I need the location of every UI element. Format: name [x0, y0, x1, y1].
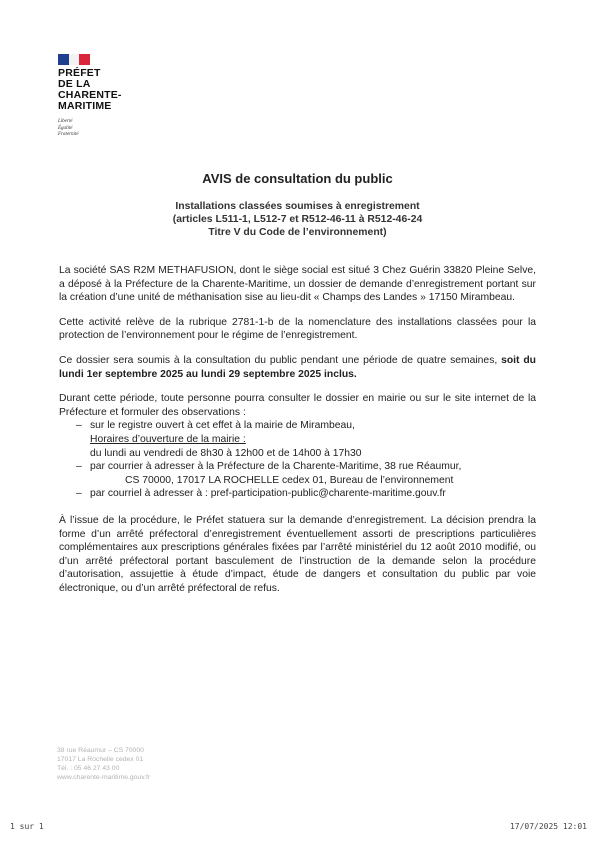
motto-line: Liberté	[58, 119, 73, 124]
hours-label: Horaires d’ouverture de la mairie :	[90, 433, 246, 445]
period-intro: Ce dossier sera soumis à la consultation du public pendant une période de quatre semaines,	[59, 354, 502, 366]
dash-bullet: –	[76, 488, 82, 500]
postal-line-1: par courrier à adresser à la Préfecture de la Charente-Maritime, 38 rue Réaumur,	[90, 461, 462, 473]
paragraph-decision: À l’issue de la procédure, le Préfet statuera sur la demande d’enregistrement. La décision prendra la forme d’un arrêté préfectoral d’enregistrement éventuellement assorti de prescriptions particulières complémentaires aux prescriptions générales fixées par l’arrêté ministériel du 12 août 2010 modifié, ou d’un arrêté préfectoral portant basculement de l’instruction de la demande selon la procédure d’autorisation, assujettie à étude d’impact, étude de dangers et consultation du public par voie électronique, ou d’un arrêté préfectoral de refus.	[59, 514, 536, 594]
subtitle-line: Installations classées soumises à enregistrement	[175, 201, 420, 212]
dash-bullet: –	[76, 461, 82, 473]
prefecture-brand	[58, 68, 122, 112]
paragraph-classification: Cette activité relève de la rubrique 2781-1-b de la nomenclature des installations classées pour la protection de l’environnement pour le régime de l’enregistrement.	[59, 316, 536, 342]
subtitle-line: Titre V du Code de l’environnement)	[208, 227, 387, 238]
address-line: Tél. : 05 46 27 43 00	[57, 765, 120, 772]
brand-line: DE LA	[58, 78, 91, 90]
brand-line: MARITIME	[58, 100, 112, 112]
page-number: 1 sur 1	[10, 822, 44, 831]
list-item	[59, 419, 536, 460]
period-dates: soit du lundi 1er septembre 2025 au lundi 29 septembre 2025 inclus.	[59, 354, 537, 380]
brand-line: PRÉFET	[58, 67, 101, 79]
print-timestamp: 17/07/2025 12:01	[509, 822, 587, 831]
email-line: par courriel à adresser à : pref-participation-public@charente-maritime.gouv.fr	[90, 488, 446, 500]
prefecture-address	[57, 746, 150, 782]
republic-motto	[58, 119, 79, 139]
subtitle-line: (articles L511-1, L512-7 et R512-46-11 à R512-46-24	[172, 214, 423, 225]
dash-bullet: –	[76, 420, 82, 432]
hours-value: du lundi au vendredi de 8h30 à 12h00 et de 14h00 à 17h30	[90, 447, 362, 459]
document-subtitle	[0, 200, 595, 239]
motto-line: Fraternité	[58, 132, 79, 137]
paragraph-consultation-methods: Durant cette période, toute personne pourra consulter le dossier en mairie ou sur le site internet de la Préfecture et formuler des observations :	[59, 393, 536, 418]
address-line: 17017 La Rochelle cedex 01	[57, 756, 144, 763]
paragraph-applicant: La société SAS R2M METHAFUSION, dont le siège social est situé 3 Chez Guérin 33820 Pleine Selve, a déposé à la Préfecture de la Charente-Maritime, un dossier de demande d’enregistrement portant sur la création d’une unité de méthanisation sise au lieu-dit « Champs des Landes » 17150 Mirambeau.	[59, 265, 536, 304]
list-item	[59, 460, 536, 487]
list-item	[59, 487, 536, 501]
motto-line: Égalité	[58, 125, 73, 131]
address-line: www.charente-maritime.gouv.fr	[57, 774, 151, 781]
registry-line: sur le registre ouvert à cet effet à la mairie de Mirambeau,	[90, 420, 355, 432]
document-body	[59, 264, 536, 606]
postal-line-2: CS 70000, 17017 LA ROCHELLE cedex 01, Bureau de l’environnement	[125, 474, 454, 486]
consultation-methods-list	[59, 419, 536, 501]
republic-flag-logo	[58, 54, 90, 65]
address-line: 38 rue Réaumur – CS 70000	[57, 747, 144, 754]
document-title: AVIS de consultation du public	[202, 171, 393, 186]
paragraph-consultation-period	[59, 354, 536, 381]
brand-line: CHARENTE-	[58, 89, 122, 101]
